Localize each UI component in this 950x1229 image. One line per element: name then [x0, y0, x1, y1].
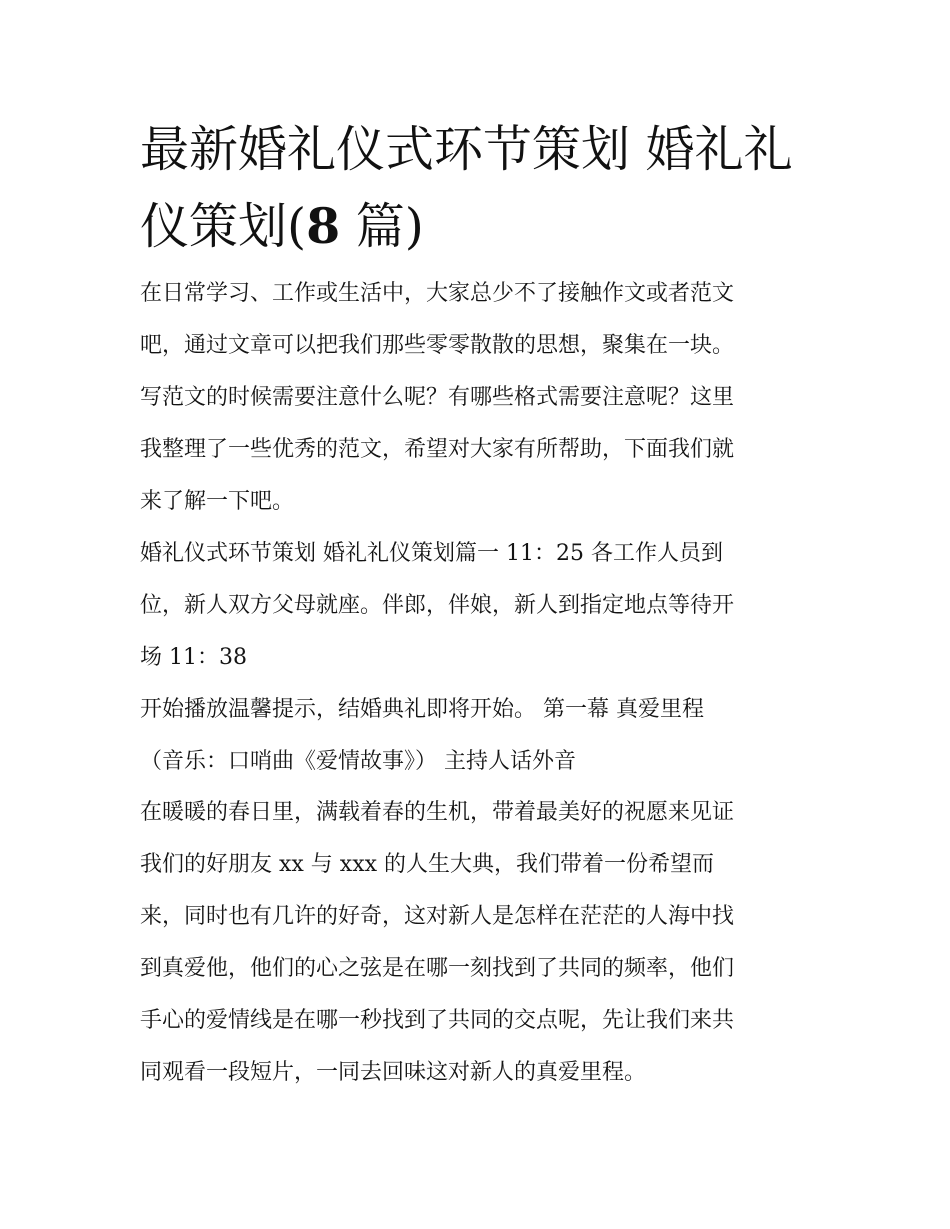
- body-line: 位，新人双方父母就座。伴郎，伴娘，新人到指定地点等待开: [140, 593, 735, 618]
- body-line: 在日常学习、工作或生活中，大家总少不了接触作文或者范文: [140, 281, 735, 306]
- body-line: 吧，通过文章可以把我们那些零零散散的思想，聚集在一块。: [140, 333, 735, 358]
- body-line: （音乐：口哨曲《爱情故事》） 主持人话外音: [140, 749, 576, 774]
- body-line: 开始播放温馨提示，结婚典礼即将开始。 第一幕 真爱里程: [140, 697, 704, 722]
- body-line: 我们的好朋友 xx 与 xxx 的人生大典，我们带着一份希望而: [140, 852, 715, 877]
- body-line: 我整理了一些优秀的范文，希望对大家有所帮助，下面我们就: [140, 437, 735, 462]
- body-line: 到真爱他，他们的心之弦是在哪一刻找到了共同的频率，他们: [140, 956, 735, 981]
- body-line: 手心的爱情线是在哪一秒找到了共同的交点呢，先让我们来共: [140, 1008, 735, 1033]
- document-body: [140, 279, 820, 1088]
- body-line: 婚礼仪式环节策划 婚礼礼仪策划篇一 11：25 各工作人员到: [140, 541, 723, 566]
- title-line-2b: 篇): [340, 198, 424, 255]
- body-line: 在暖暖的春日里，满载着春的生机，带着最美好的祝愿来见证: [140, 800, 735, 825]
- body-line: 来了解一下吧。: [140, 489, 295, 514]
- title-count: 8: [306, 197, 341, 255]
- body-line: 来，同时也有几许的好奇，这对新人是怎样在茫茫的人海中找: [140, 904, 735, 929]
- body-line: 场 11：38: [140, 645, 247, 670]
- document-title: [140, 112, 830, 265]
- title-line-2a: 仪策划(: [140, 198, 307, 255]
- body-line: 写范文的时候需要注意什么呢？有哪些格式需要注意呢？这里: [140, 385, 735, 410]
- body-line: 同观看一段短片，一同去回味这对新人的真爱里程。: [140, 1060, 647, 1085]
- title-line-1: 最新婚礼仪式环节策划 婚礼礼: [140, 121, 793, 178]
